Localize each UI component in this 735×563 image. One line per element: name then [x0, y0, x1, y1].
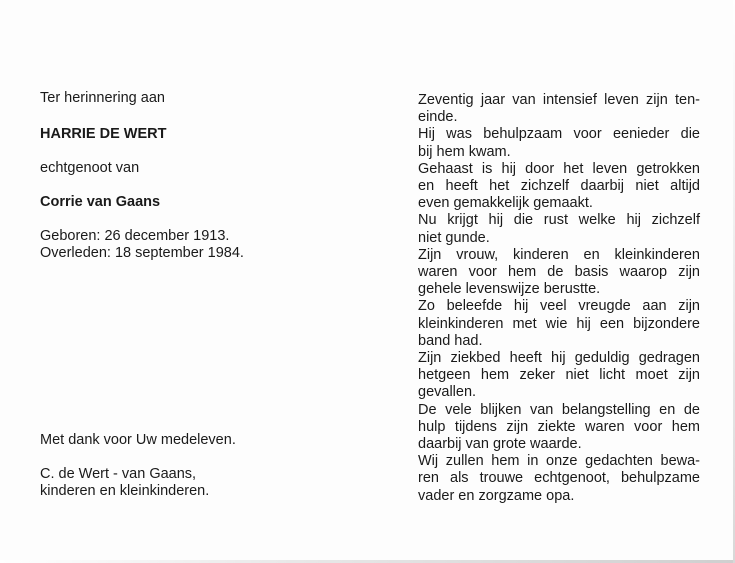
poem-line: Gehaast is hij door het leven getrokken: [418, 160, 700, 177]
thanks-text: Met dank voor Uw medeleven.: [40, 432, 236, 448]
signature-line-2: kinderen en kleinkinderen.: [40, 483, 210, 499]
deceased-name: HARRIE DE WERT: [40, 126, 167, 142]
poem-column: [418, 92, 700, 505]
poem-line: gehele levenswijze berustte.: [418, 281, 601, 298]
poem-line: Zijn ziekbed heeft hij geduldig gedragen: [418, 350, 700, 367]
poem-line: niet gunde.: [418, 229, 490, 246]
poem-line: band had.: [418, 332, 483, 349]
poem-line: daarbij van grote waarde.: [418, 436, 582, 453]
poem-line: Zeventig jaar van intensief leven zijn ten-: [418, 92, 700, 108]
poem-line: hetgeen hem zeker niet licht moet zijn: [418, 367, 700, 384]
poem-line: gevallen.: [418, 384, 477, 401]
poem-line: hulp tijdens zijn ziekte waren voor hem: [418, 418, 700, 435]
poem-line: einde.: [418, 109, 458, 126]
spouse-name: Corrie van Gaans: [40, 194, 161, 210]
poem-line: Wij zullen hem in onze gedachten bewa-: [418, 453, 700, 470]
poem-line: De vele blijken van belangstelling en de: [418, 401, 700, 418]
poem-line: en heeft het zichzelf daarbij niet altijd: [418, 178, 700, 195]
poem-line: Zo beleefde hij veel vreugde aan zijn: [418, 298, 700, 315]
birth-date: Geboren: 26 december 1913.: [40, 228, 230, 244]
poem-line: Zijn vrouw, kinderen en kleinkinderen: [418, 246, 700, 263]
poem-line: Hij was behulpzaam voor eenieder die: [418, 126, 700, 143]
signature-line-1: C. de Wert - van Gaans,: [40, 466, 197, 482]
poem-line: even gemakkelijk gemaakt.: [418, 195, 593, 212]
poem-line: ren als trouwe echtgenoot, behulpzame: [418, 470, 700, 487]
poem-line: bij hem kwam.: [418, 143, 511, 160]
poem-line: kleinkinderen met wie hij een bijzondere: [418, 315, 700, 332]
spouse-intro-text: echtgenoot van: [40, 160, 140, 176]
poem-line: vader en zorgzame opa.: [418, 487, 575, 504]
poem-line: waren voor hem de basis waarop zijn: [418, 264, 700, 281]
intro-text: Ter herinnering aan: [40, 90, 165, 106]
poem-line: Nu krijgt hij die rust welke hij zichzelf: [418, 212, 700, 229]
death-date: Overleden: 18 september 1984.: [40, 245, 244, 261]
